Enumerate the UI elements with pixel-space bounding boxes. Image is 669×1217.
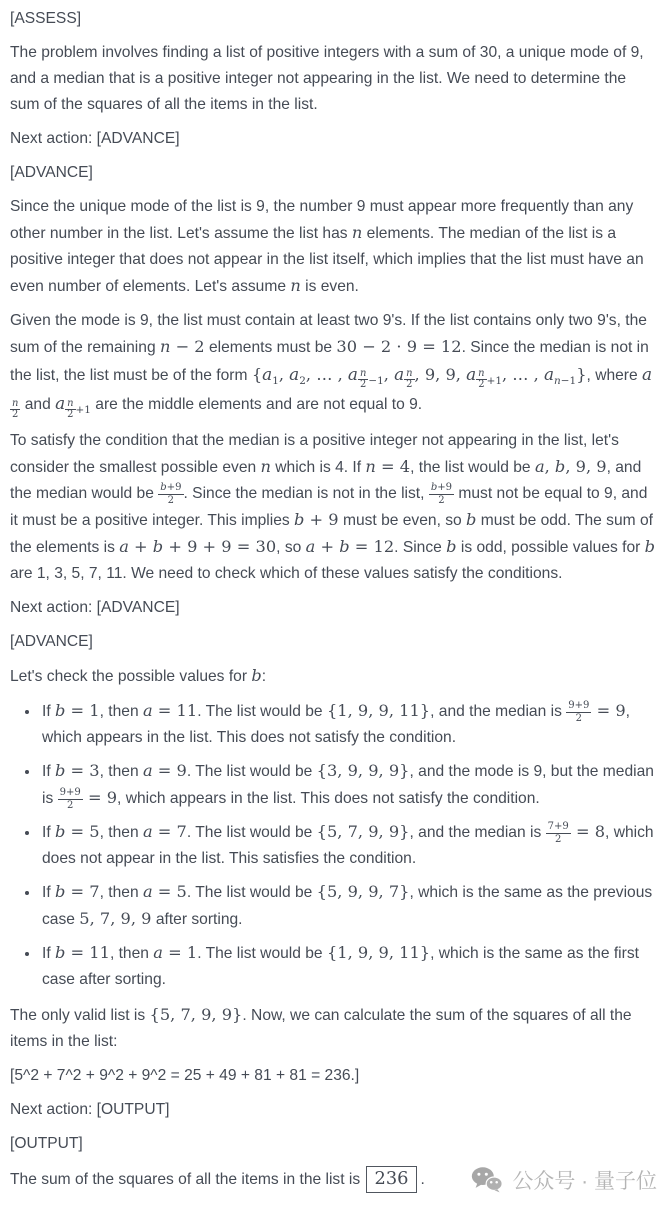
wechat-icon	[471, 1166, 503, 1193]
math-run: a + b + 9 + 9 = 30	[119, 536, 277, 556]
text-run: , the list would be	[410, 458, 535, 476]
document-content	[10, 6, 659, 1157]
text-run: If	[42, 944, 55, 962]
text-run: , and the median is	[409, 823, 546, 841]
text-run: , which does not appear in the list. This satisfies the condition.	[42, 823, 654, 867]
case-list-item	[40, 879, 659, 933]
math-run: b	[446, 536, 457, 556]
paragraph	[10, 1002, 659, 1055]
math-run: = 9	[82, 787, 118, 807]
math-subscript-fraction: a $_{\frac{n}{2}}$	[394, 364, 413, 391]
math-subscript: $a_{n-1}$	[543, 364, 577, 387]
section-label-assess	[10, 6, 659, 32]
math-run: n	[290, 276, 301, 295]
text-run: . The list would be	[186, 883, 317, 901]
text-run: . The list would be	[197, 944, 327, 962]
text-run: . The list would be	[197, 702, 327, 720]
text-run: Next action: [ADVANCE]	[10, 130, 180, 147]
math-run: n − 2	[159, 337, 205, 356]
text-run: [OUTPUT]	[10, 1134, 83, 1152]
math-run: {3, 9, 9, 9}	[316, 760, 410, 780]
fraction: $\frac{b+9}{2}$	[160, 482, 182, 506]
text-run: [ASSESS]	[10, 10, 82, 27]
math-run: }	[576, 365, 587, 384]
math-run: b	[644, 536, 656, 556]
text-run: . Now, we can calculate the sum of the squares of all the items in the list:	[10, 1006, 632, 1050]
fraction: n 2	[12, 397, 19, 420]
case-list-item	[40, 940, 659, 993]
fraction: $\frac{7+9}{2}$	[547, 821, 569, 845]
text-run: If	[42, 702, 55, 720]
math-subscript: $a_1$	[262, 364, 279, 387]
paragraph	[10, 428, 659, 587]
text-run: , and the mode is 9, but the median is	[42, 762, 654, 807]
text-run: , and the median is	[430, 702, 567, 720]
math-run: a = 1	[153, 942, 198, 962]
math-run: a + b = 12	[305, 536, 395, 556]
text-run: must be even, so	[338, 511, 467, 529]
fraction: $\frac{9+9}{2}$	[59, 787, 81, 811]
paragraph	[10, 194, 659, 300]
text-run: must not be equal to 9, and it must be a positive integer. This implies	[10, 484, 648, 529]
paragraph	[10, 663, 659, 690]
text-run: . Since the median is not in the list, the list must be of the form	[10, 339, 649, 384]
math-run: b	[466, 509, 477, 529]
math-run: a = 5	[142, 881, 187, 901]
text-run: The only valid list is	[10, 1006, 150, 1024]
text-run: , then	[99, 883, 143, 901]
math-run: = 8	[570, 821, 606, 841]
text-run: Let's check the possible values for	[10, 667, 252, 685]
math-run: {5, 9, 9, 7}	[316, 881, 410, 901]
section-label-output	[10, 1131, 659, 1157]
case-list-item	[40, 819, 659, 872]
text-run: Next action: [ADVANCE]	[10, 598, 180, 616]
math-run: n	[260, 456, 271, 476]
fraction: $\frac{n}{2}$	[67, 397, 74, 420]
text-run: , where	[586, 367, 643, 384]
math-subscript-fraction: a $_{\frac{n}{2}}$	[12, 364, 653, 420]
math-subscript-fraction: a $_{\frac{n}{2} -1}$	[347, 364, 384, 391]
math-run: = 9	[591, 700, 626, 720]
text-run: [ADVANCE]	[10, 632, 93, 650]
fraction: $\frac{b+9}{2}$	[430, 482, 453, 506]
text-run: are 1, 3, 5, 7, 11. We need to check which of these values satisfy the conditions.	[10, 564, 563, 582]
text-run: The problem involves finding a list of positive integers with a sum of 30, a unique mode of 9, and a median that is a positive integer not appearing in the list. We need to determine the sum of the squares of all the items in the list.	[10, 44, 644, 113]
case-list-item	[40, 758, 659, 812]
fraction: $\frac{n}{2}$	[478, 368, 485, 391]
text-run: If	[42, 823, 55, 841]
fraction: $\frac{9+9}{2}$	[568, 700, 590, 724]
text-run: is even.	[300, 278, 359, 295]
text-run: [ADVANCE]	[10, 164, 93, 181]
text-run: :	[261, 667, 267, 685]
boxed-answer: 236	[366, 1166, 416, 1193]
watermark	[471, 1165, 659, 1195]
paragraph	[10, 40, 659, 118]
text-run: , then	[99, 762, 143, 780]
math-run: a = 7	[142, 821, 187, 841]
text-run: , then	[99, 823, 143, 841]
math-run: , … ,	[305, 365, 348, 384]
case-list	[10, 698, 659, 993]
math-subscript-fraction: a $_{\frac{n}{2} +1}$	[55, 393, 91, 420]
math-subscript: $a_2$	[289, 364, 306, 387]
watermark-text: 公众号 · 量子位	[512, 1169, 657, 1193]
text-run: and	[20, 396, 56, 414]
math-run: n	[351, 223, 363, 242]
math-run: b = 1	[55, 700, 100, 720]
final-row	[10, 1165, 659, 1195]
math-run: ,	[383, 365, 395, 384]
text-run: , then	[99, 702, 143, 720]
sum-of-squares-line	[10, 1063, 659, 1089]
next-action-line	[10, 1097, 659, 1123]
math-subscript-fraction: a $_{\frac{n}{2} +1}$	[466, 364, 502, 391]
text-run: , which appears in the list. This does not satisfy the condition.	[117, 789, 540, 807]
text-run: , which appears in the list. This does not satisfy the condition.	[42, 702, 630, 746]
text-run: , and the median would be	[10, 458, 642, 502]
math-run: b = 11	[55, 942, 110, 962]
text-run: .	[420, 1171, 425, 1189]
text-run: , which is the same as the previous case	[42, 883, 653, 928]
text-run: , then	[109, 944, 154, 962]
text-run: , so	[276, 538, 306, 556]
text-run: . The list would be	[186, 823, 317, 841]
fraction: $\frac{n}{2}$	[359, 368, 367, 391]
text-run: , which is the same as the first case after sorting.	[42, 944, 639, 988]
math-run: b	[251, 665, 262, 685]
text-run: which is 4. If	[270, 458, 366, 476]
text-run: are the middle elements and are not equal to 9.	[90, 396, 423, 414]
math-run: {5, 7, 9, 9}	[149, 1004, 243, 1024]
text-run: Next action: [OUTPUT]	[10, 1100, 170, 1118]
section-label-advance-1	[10, 160, 659, 186]
text-run: If	[42, 762, 55, 780]
math-run: ,	[278, 365, 290, 384]
math-run: 30 − 2 · 9 = 12	[336, 337, 462, 356]
math-run: 5, 7, 9, 9	[79, 908, 152, 928]
math-run: {	[251, 365, 263, 384]
text-run: after sorting.	[151, 910, 243, 928]
math-run: b + 9	[294, 509, 339, 529]
math-run: {1, 9, 9, 11}	[326, 942, 431, 962]
math-run: {5, 7, 9, 9}	[316, 821, 410, 841]
math-run: a = 9	[142, 760, 187, 780]
math-run: b = 5	[55, 821, 100, 841]
math-run: , 9, 9,	[414, 365, 467, 384]
text-run: is odd, possible values for	[456, 538, 645, 556]
case-list-item	[40, 698, 659, 751]
text-run: If	[42, 883, 55, 901]
text-run: elements must be	[204, 339, 337, 356]
text-run: Given the mode is 9, the list must contain at least two 9's. If the list contains only two 9's, the sum of the remaining	[10, 312, 647, 356]
paragraph	[10, 308, 659, 420]
math-run: {1, 9, 9, 11}	[326, 700, 431, 720]
math-run: n = 4	[365, 456, 411, 476]
text-run: . The list would be	[186, 762, 317, 780]
text-run: [5^2 + 7^2 + 9^2 + 9^2 = 25 + 49 + 81 + 81 = 236.]	[10, 1066, 360, 1084]
text-run: must be odd. The sum of the elements is	[10, 511, 653, 556]
text-run: . Since the median is not in the list,	[183, 484, 429, 502]
next-action-line	[10, 595, 659, 621]
text-run: . Since	[394, 538, 447, 556]
math-run: b = 7	[55, 881, 100, 901]
text-run: To satisfy the condition that the median is a positive integer not appearing in the list, let's consider the smallest possible even	[10, 431, 619, 476]
text-run: The sum of the squares of all the items in the list is	[10, 1171, 365, 1189]
final-answer-line	[10, 1166, 425, 1193]
next-action-line	[10, 126, 659, 152]
math-run: a, b, 9, 9	[534, 456, 607, 476]
math-run: a = 11	[142, 700, 198, 720]
text-run: Since the unique mode of the list is 9, the number 9 must appear more frequently than any other number in the list. Let's assume the list has	[10, 198, 634, 242]
fraction: n 2	[406, 368, 413, 391]
text-run: elements. The median of the list is a positive integer that does not appear in the list itself, which implies that the list must have an even number of elements. Let's assume	[10, 225, 644, 295]
math-run: , … ,	[501, 365, 544, 384]
section-label-advance-2	[10, 629, 659, 655]
math-run: b = 3	[55, 760, 100, 780]
